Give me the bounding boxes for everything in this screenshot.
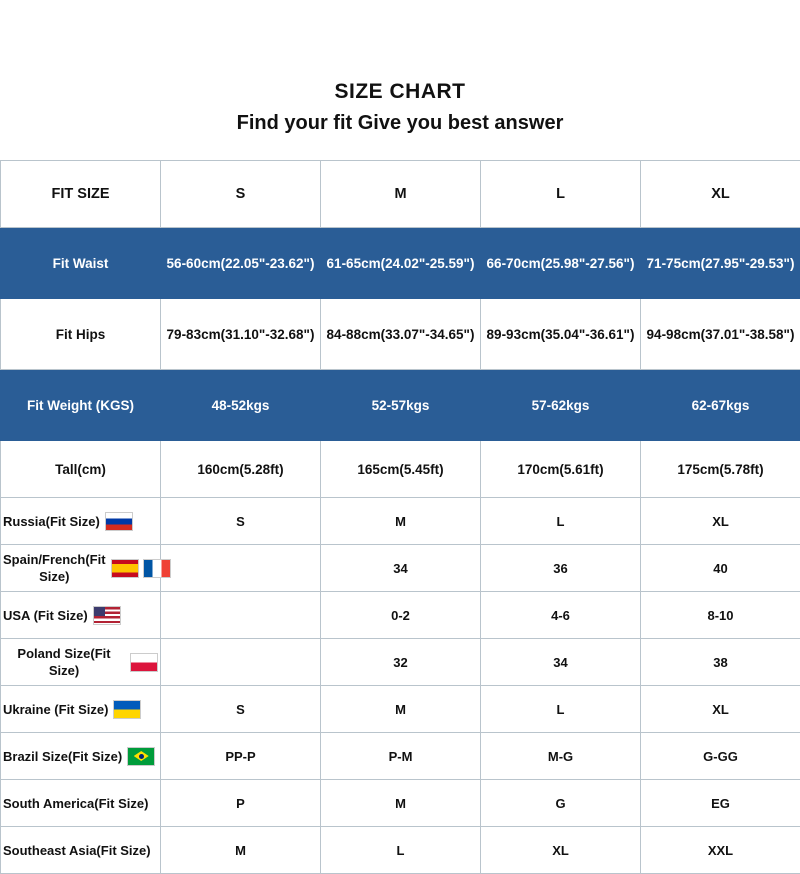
cell-tall-s: 160cm(5.28ft) — [161, 441, 321, 498]
cell-russia-m: M — [321, 498, 481, 545]
cell-south-america-l: G — [481, 780, 641, 827]
row-label-ukraine — [1, 686, 161, 733]
table-row — [1, 545, 800, 592]
brazil-flag-icon — [127, 747, 155, 766]
table-row — [1, 592, 800, 639]
ukraine-flag-icon — [113, 700, 141, 719]
cell-ukraine-l: L — [481, 686, 641, 733]
cell-fit-weight-s: 48-52kgs — [161, 370, 321, 441]
cell-spain-french-xl: 40 — [641, 545, 800, 592]
cell-russia-xl: XL — [641, 498, 800, 545]
cell-brazil-m: P-M — [321, 733, 481, 780]
cell-fit-waist-l: 66-70cm(25.98"-27.56") — [481, 228, 641, 299]
cell-south-america-xl: EG — [641, 780, 800, 827]
cell-fit-weight-l: 57-62kgs — [481, 370, 641, 441]
cell-fit-waist-xl: 71-75cm(27.95"-29.53") — [641, 228, 800, 299]
row-label-fit-waist: Fit Waist — [1, 228, 161, 299]
cell-southeast-asia-m: L — [321, 827, 481, 874]
cell-ukraine-xl: XL — [641, 686, 800, 733]
cell-poland-l: 34 — [481, 639, 641, 686]
table-row — [1, 370, 800, 441]
cell-spain-french-s — [161, 545, 321, 592]
cell-spain-french-l: 36 — [481, 545, 641, 592]
cell-south-america-m: M — [321, 780, 481, 827]
table-row — [1, 441, 800, 498]
column-header-xl: XL — [641, 161, 800, 228]
column-header-fit-size: FIT SIZE — [1, 161, 161, 228]
row-label-russia-text: Russia(Fit Size) — [3, 513, 100, 530]
cell-russia-s: S — [161, 498, 321, 545]
cell-fit-hips-l: 89-93cm(35.04"-36.61") — [481, 299, 641, 370]
column-header-l: L — [481, 161, 641, 228]
cell-south-america-s: P — [161, 780, 321, 827]
table-row — [1, 639, 800, 686]
row-label-fit-hips: Fit Hips — [1, 299, 161, 370]
table-row — [1, 686, 800, 733]
cell-russia-l: L — [481, 498, 641, 545]
table-row — [1, 498, 800, 545]
size-chart-table — [0, 160, 800, 874]
cell-fit-hips-s: 79-83cm(31.10"-32.68") — [161, 299, 321, 370]
cell-poland-s — [161, 639, 321, 686]
table-row — [1, 780, 800, 827]
cell-southeast-asia-l: XL — [481, 827, 641, 874]
cell-poland-m: 32 — [321, 639, 481, 686]
poland-flag-icon — [130, 653, 158, 672]
column-header-s: S — [161, 161, 321, 228]
france-flag-icon — [143, 559, 171, 578]
table-row — [1, 161, 800, 228]
cell-fit-waist-s: 56-60cm(22.05"-23.62") — [161, 228, 321, 299]
row-label-fit-weight: Fit Weight (KGS) — [1, 370, 161, 441]
row-label-south-america-text: South America(Fit Size) — [3, 795, 148, 812]
russia-flag-icon — [105, 512, 133, 531]
cell-usa-s — [161, 592, 321, 639]
row-label-russia — [1, 498, 161, 545]
title-block — [0, 0, 800, 138]
cell-usa-m: 0-2 — [321, 592, 481, 639]
row-label-spain-french — [1, 545, 161, 592]
table-row — [1, 228, 800, 299]
row-label-poland — [1, 639, 161, 686]
cell-brazil-xl: G-GG — [641, 733, 800, 780]
cell-brazil-s: PP-P — [161, 733, 321, 780]
row-label-ukraine-text: Ukraine (Fit Size) — [3, 701, 108, 718]
row-label-southeast-asia — [1, 827, 161, 874]
cell-ukraine-m: M — [321, 686, 481, 733]
row-label-tall: Tall(cm) — [1, 441, 161, 498]
column-header-m: M — [321, 161, 481, 228]
row-label-brazil-text: Brazil Size(Fit Size) — [3, 748, 122, 765]
page-title: SIZE CHART — [0, 78, 800, 106]
usa-flag-icon — [93, 606, 121, 625]
table-row — [1, 299, 800, 370]
cell-poland-xl: 38 — [641, 639, 800, 686]
row-label-usa — [1, 592, 161, 639]
cell-southeast-asia-s: M — [161, 827, 321, 874]
row-label-poland-text: Poland Size(Fit Size) — [3, 645, 125, 679]
cell-southeast-asia-xl: XXL — [641, 827, 800, 874]
row-label-usa-text: USA (Fit Size) — [3, 607, 88, 624]
cell-tall-m: 165cm(5.45ft) — [321, 441, 481, 498]
row-label-spain-french-text: Spain/French(Fit Size) — [3, 551, 106, 585]
cell-fit-waist-m: 61-65cm(24.02"-25.59") — [321, 228, 481, 299]
spain-flag-icon — [111, 559, 139, 578]
row-label-brazil — [1, 733, 161, 780]
page-subtitle: Find your fit Give you best answer — [0, 108, 800, 138]
cell-brazil-l: M-G — [481, 733, 641, 780]
cell-tall-l: 170cm(5.61ft) — [481, 441, 641, 498]
row-label-southeast-asia-text: Southeast Asia(Fit Size) — [3, 842, 151, 859]
cell-fit-hips-xl: 94-98cm(37.01"-38.58") — [641, 299, 800, 370]
row-label-south-america — [1, 780, 161, 827]
cell-fit-weight-xl: 62-67kgs — [641, 370, 800, 441]
cell-tall-xl: 175cm(5.78ft) — [641, 441, 800, 498]
cell-usa-xl: 8-10 — [641, 592, 800, 639]
table-row — [1, 827, 800, 874]
cell-spain-french-m: 34 — [321, 545, 481, 592]
cell-fit-weight-m: 52-57kgs — [321, 370, 481, 441]
cell-usa-l: 4-6 — [481, 592, 641, 639]
cell-ukraine-s: S — [161, 686, 321, 733]
cell-fit-hips-m: 84-88cm(33.07"-34.65") — [321, 299, 481, 370]
table-row — [1, 733, 800, 780]
